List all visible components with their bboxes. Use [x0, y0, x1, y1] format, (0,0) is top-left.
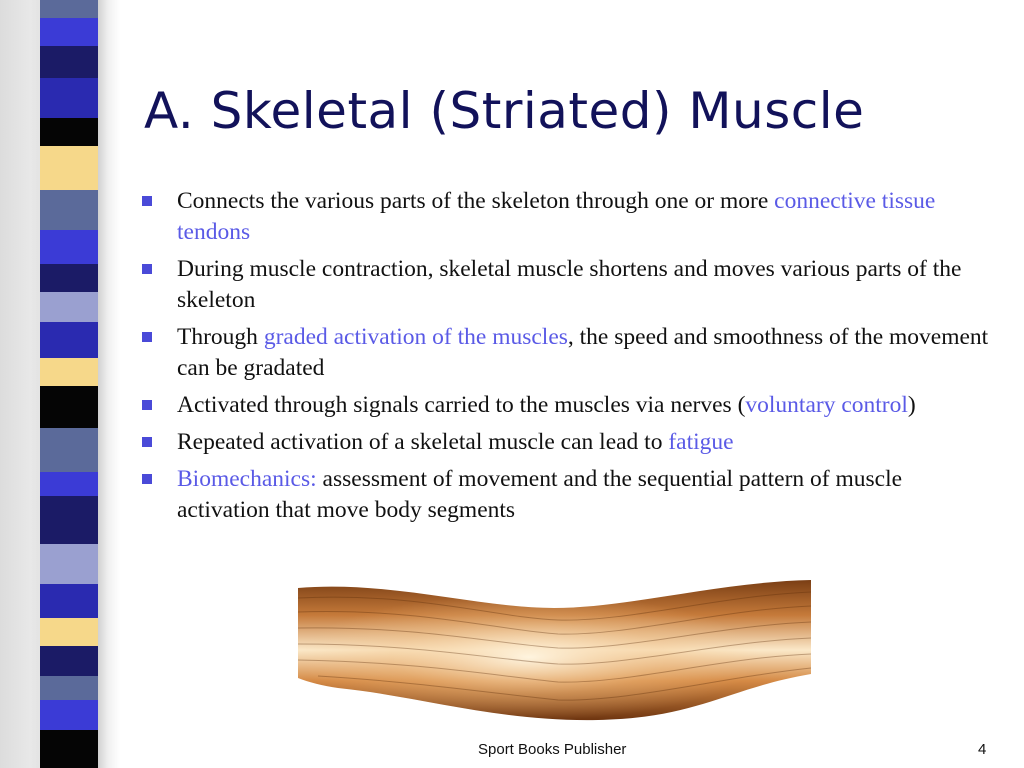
bullet-text: , the speed and smoothness of the movement can be gradated — [177, 324, 989, 381]
page-number: 4 — [978, 741, 987, 758]
bullet-text: Activated through signals carried to the muscles via nerves ( — [177, 392, 746, 418]
square-bullet-icon — [142, 264, 152, 274]
highlight-text: voluntary control — [745, 392, 908, 418]
bullet-text: During muscle contraction, skeletal muscle shortens and moves various parts of the skeleton — [177, 256, 962, 313]
bullet-text: Through — [177, 324, 264, 350]
highlight-text: Biomechanics: — [177, 466, 317, 492]
highlight-text: fatigue — [668, 429, 734, 455]
bullet-item — [140, 390, 990, 421]
muscle-fiber-image — [298, 578, 811, 722]
bullet-item — [140, 464, 990, 526]
highlight-text: connective tissue tendons — [177, 188, 936, 245]
slide-title: A. Skeletal (Striated) Muscle — [144, 82, 865, 140]
bullet-text: Connects the various parts of the skeleton through one or more — [177, 188, 775, 214]
bullet-item — [140, 322, 990, 384]
footer-publisher: Sport Books Publisher — [478, 741, 627, 758]
square-bullet-icon — [142, 400, 152, 410]
bullet-item — [140, 254, 990, 316]
square-bullet-icon — [142, 196, 152, 206]
square-bullet-icon — [142, 437, 152, 447]
stripe-strip — [40, 0, 98, 768]
square-bullet-icon — [142, 332, 152, 342]
decorative-stripe-band — [0, 0, 120, 768]
bullet-item — [140, 186, 990, 248]
bullet-text: Repeated activation of a skeletal muscle can lead to — [177, 429, 669, 455]
square-bullet-icon — [142, 474, 152, 484]
bullet-text: assessment of movement and the sequential pattern of muscle activation that move body segments — [177, 466, 903, 523]
bullet-list — [140, 186, 990, 532]
bullet-item — [140, 427, 990, 458]
highlight-text: graded activation of the muscles — [263, 324, 568, 350]
bullet-text: ) — [907, 392, 916, 418]
